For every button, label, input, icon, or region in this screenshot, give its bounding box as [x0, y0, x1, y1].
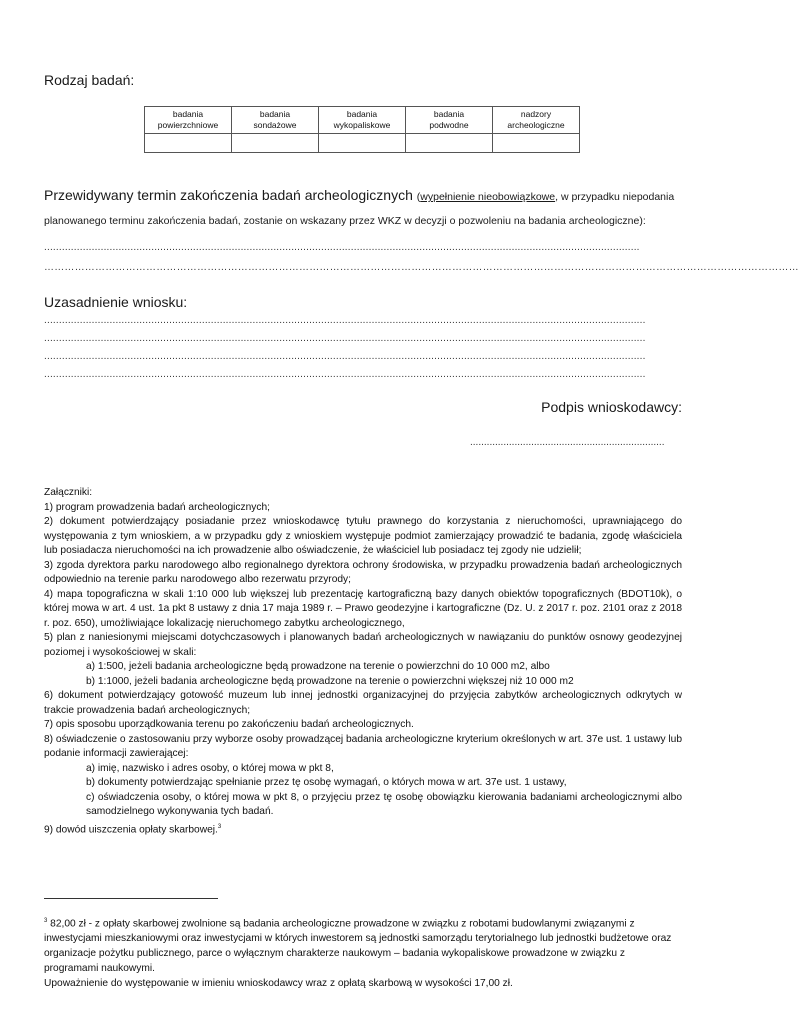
note-body: , w przypadku niepodania planowanego terminu zakończenia badań, zostanie on wskazany przez WKZ w decyzji o pozwoleniu na badania archeologiczne — [44, 191, 675, 227]
attachment-subitem: b) 1:1000, jeżeli badania archeologiczne będą prowadzone na terenie o powierzchni większej niż 10 000 m2 — [86, 675, 574, 687]
col-label: badania wykopaliskowe — [333, 109, 391, 130]
signature-field[interactable]: ...................................................................... — [470, 437, 665, 448]
footnote-fee-text — [44, 914, 682, 976]
attachment-item-fee — [44, 820, 682, 838]
attachments-title: Załączniki: — [44, 487, 93, 498]
attachment-subitem: a) 1:500, jeżeli badania archeologiczne będą prowadzone na terenie o powierzchni do 10 000 m2, albo — [86, 661, 550, 672]
justification-field-2[interactable]: .......................................................................................................................................................................................................... — [44, 333, 646, 344]
footnote-body: 82,00 zł - z opłaty skarbowej zwolnione są badania archeologiczne prowadzone w związku z robotami budowlanymi związanymi z inwestycjami mieszkaniowymi oraz inwestycjami w których inwestorem są jednostki samorządu terytorialnego lub jednostki budżetowe oraz organizacje pożytku publicznego, parce o wyłącznym charakterze naukowym – badania wykopaliskowe prowadzone w związku z programami naukowymi. — [44, 918, 672, 975]
attachment-item: 8) oświadczenie o zastosowaniu przy wyborze osoby prowadzącej badania archeologiczne kryterium określonych w art. 37e ust. 1 ustawy lub podanie informacji zawierającej: — [44, 733, 682, 759]
attachment-item: 2) dokument potwierdzający posiadanie przez wnioskodawcę tytułu prawnego do korzystania z nieruchomości, uprawniającego do występowania z tym wnioskiem, a w przypadku gdy z wnioskiem występuje podmiot zamierzający prowadzić te badania, zgodę właściciela lub posiadacza nieruchomości na ich prowadzenie albo oświadczenie, że właściciel lub posiadacz tej zgody nie udzielił; — [44, 516, 682, 556]
cell-test-research[interactable] — [232, 134, 319, 153]
col-label: badania podwodne — [429, 109, 469, 130]
cell-underwater-research[interactable] — [406, 134, 493, 153]
deadline-field-1[interactable]: ........................................................................................................................................................................................................ — [44, 242, 640, 253]
footnote-authorization: Upoważnienie do występowanie w imieniu wnioskodawcy wraz z opłatą skarbową w wysokości 17,00 zł. — [44, 978, 513, 990]
attachments-list — [44, 486, 682, 837]
attachment-subitem: b) dokumenty potwierdzając spełnianie przez tę osobę wymagań, o których mowa w art. 37e ust. 1 ustawy, — [86, 777, 567, 788]
attachment-item: 5) plan z naniesionymi miejscami dotychczasowych i planowanych badań archeologicznych w nawiązaniu do punktów osnowy geodezyjnej poziomej i wysokościowej w skali: — [44, 632, 682, 658]
attachment-item: 3) zgoda dyrektora parku narodowego albo regionalnego dyrektora ochrony środowiska, w przypadku prowadzenia badań archeologicznych odpowiednio na terenie parku narodowego albo rezerwatu przyrody; — [44, 559, 682, 585]
note-optional: wypełnienie nieobowiązkowe — [420, 191, 556, 203]
cell-excavation-research[interactable] — [319, 134, 406, 153]
deadline-field-2[interactable]: …………………………………………………………………………………………………………………………………………………………………………………………………… — [44, 262, 799, 273]
attachment-item: 1) program prowadzenia badań archeologicznych; — [44, 501, 270, 513]
justification-field-3[interactable]: .......................................................................................................................................................................................................... — [44, 351, 646, 362]
attachment-item: 4) mapa topograficzna w skali 1:10 000 lub większej lub prezentację kartograficzną bazy danych obiektów topograficznych (BDOT10k), o której mowa w art. 4 ust. 1a pkt 8 ustawy z dnia 17 maja 1989 r. – Prawo geodezyjne i kartograficzne (Dz. U. z 2017 r. poz. 2101 oraz z 2018 r. poz. 650), umożliwiające lokalizację nieruchomego zabytku archeologicznego, — [44, 588, 682, 629]
note-paren-close: ): — [639, 215, 646, 227]
col-label: badania powierzchniowe — [157, 109, 219, 130]
col-archaeological-supervision — [493, 107, 580, 134]
deadline-heading: Przewidywany termin zakończenia badań archeologicznych — [44, 187, 413, 203]
attachment-item: 6) dokument potwierdzający gotowość muzeum lub innej jednostki organizacyjnej do przyjęcia zabytków archeologicznych odkrytych w trakcie prowadzenia badań archeologicznych; — [44, 690, 682, 716]
col-underwater-research — [406, 107, 493, 134]
footnote-ref[interactable]: 3 — [217, 823, 222, 830]
col-label: nadzory archeologiczne — [507, 109, 565, 130]
justification-field-4[interactable]: .......................................................................................................................................................................................................... — [44, 369, 646, 380]
attachment-item: 9) dowód uiszczenia opłaty skarbowej. — [44, 823, 218, 835]
cell-surface-research[interactable] — [145, 134, 232, 153]
footnote — [44, 914, 682, 991]
col-label: badania sondażowe — [253, 109, 297, 130]
footnote-separator — [44, 898, 218, 899]
deadline-section — [44, 184, 684, 232]
cell-archaeological-supervision[interactable] — [493, 134, 580, 153]
col-surface-research — [145, 107, 232, 134]
justification-heading: Uzasadnienie wniosku: — [44, 294, 188, 310]
col-excavation-research — [319, 107, 406, 134]
research-type-header-row — [145, 107, 580, 134]
note-paren-open: ( — [416, 191, 421, 203]
col-test-research — [232, 107, 319, 134]
signature-label: Podpis wnioskodawcy: — [541, 399, 682, 415]
attachment-item: 7) opis sposobu uporządkowania terenu po zakończeniu badań archeologicznych. — [44, 719, 414, 730]
justification-field-1[interactable]: .......................................................................................................................................................................................................... — [44, 315, 646, 326]
research-type-table — [144, 106, 580, 153]
footnote-marker: 3 — [44, 918, 48, 924]
attachment-subitem: c) oświadczenia osoby, o której mowa w pkt 8, o przyjęciu przez tę osobę obowiązku kierowania badaniami archeologicznymi albo samodzielnego wykonywania tych badań. — [86, 791, 682, 817]
attachment-subitem: a) imię, nazwisko i adres osoby, o której mowa w pkt 8, — [86, 762, 334, 774]
research-type-input-row — [145, 134, 580, 153]
research-type-heading: Rodzaj badań: — [44, 72, 135, 88]
